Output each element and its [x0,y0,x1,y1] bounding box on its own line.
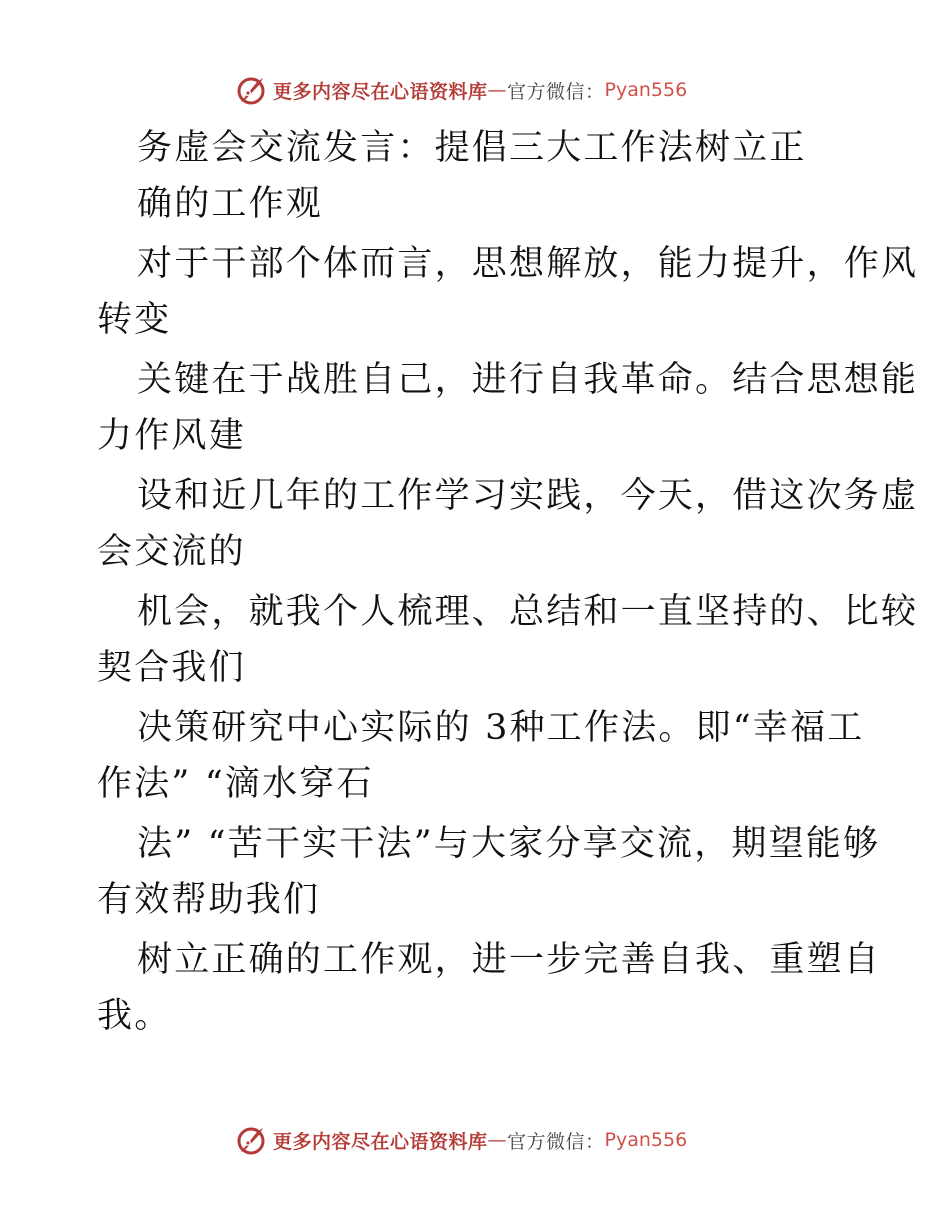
paragraph-line: 法” “苦干实干法”与大家分享交流，期望能够 [137,824,881,864]
watermark-dash: — [487,79,508,101]
paragraph-line: 机会，就我个人梳理、总结和一直坚持的、比较 [137,592,919,632]
title-line-1: 务虚会交流发言：提倡三大工作法树立正 [137,128,807,168]
paragraph-line: 作法” “滴水穿石 [97,764,374,804]
feather-pen-logo-icon [235,1124,267,1156]
paragraph-line: 转变 [97,300,172,340]
paragraph-line: 树立正确的工作观，进一步完善自我、重塑自 [137,940,882,980]
paragraph-line: 决策研究中心实际的 3种工作法。即“幸福工 [137,708,865,748]
title-line-2: 确的工作观 [137,184,324,224]
paragraph-line: 关键在于战胜自己，进行自我革命。结合思想能 [137,360,919,400]
watermark-wechat-label: 官方微信： [507,1130,605,1153]
header-watermark [235,73,715,107]
feather-pen-logo-icon [235,74,267,106]
watermark-dash: — [487,1129,508,1151]
watermark-wechat-id: Pyan556 [604,79,688,101]
paragraph-line: 设和近几年的工作学习实践，今天，借这次务虚 [137,476,919,516]
paragraph-line: 会交流的 [97,532,246,572]
watermark-wechat-id: Pyan556 [604,1129,688,1151]
paragraph-line: 力作风建 [97,416,246,456]
watermark-wechat-label: 官方微信： [507,80,605,103]
footer-watermark [235,1123,715,1157]
paragraph-line: 对于干部个体而言，思想解放，能力提升，作风 [137,244,919,284]
watermark-site-name: 更多内容尽在心语资料库 [273,80,488,103]
paragraph-line: 契合我们 [97,648,246,688]
paragraph-line: 有效帮助我们 [97,880,321,920]
paragraph-line: 我。 [97,996,172,1036]
watermark-site-name: 更多内容尽在心语资料库 [273,1130,488,1153]
